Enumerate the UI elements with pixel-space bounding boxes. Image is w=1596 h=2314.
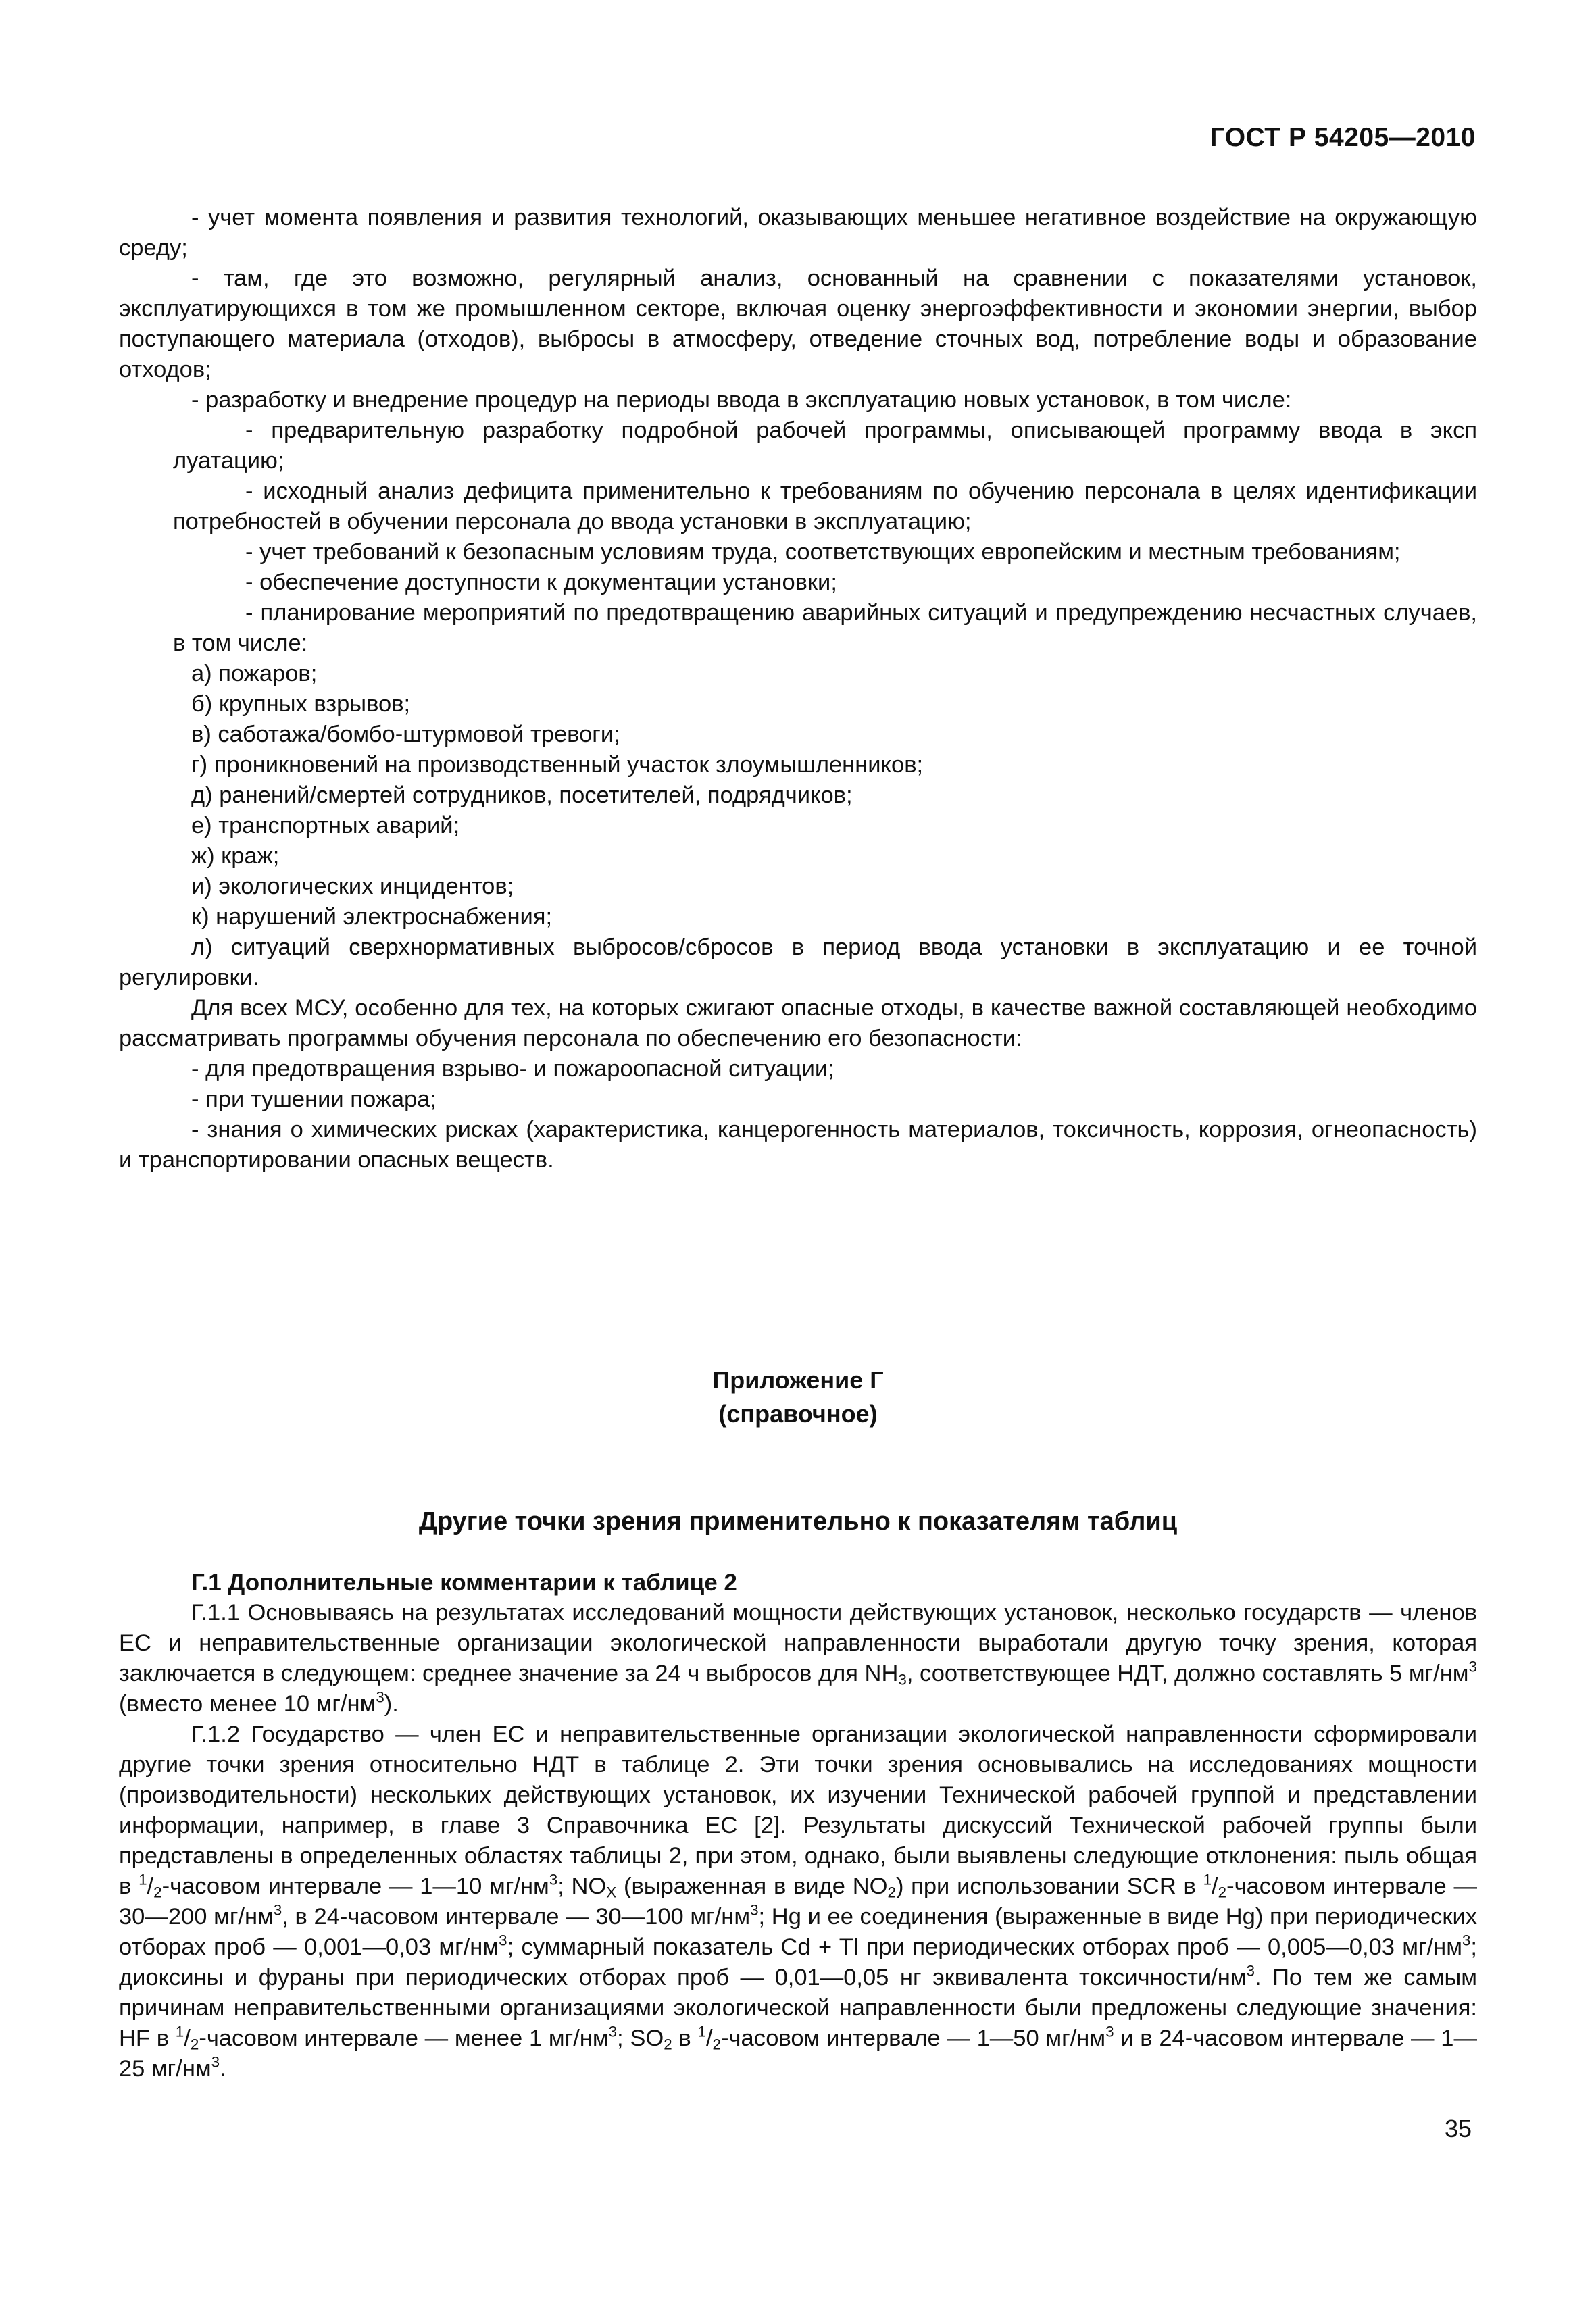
letter-item: б) крупных взрывов; bbox=[191, 691, 411, 717]
sub-list-item: - исходный анализ дефицита применительно к требованиям по обучению персонала в целях идентификации потребностей в обучении персонала до ввода установки в эксплуатацию; bbox=[173, 478, 1477, 534]
paragraph-g1-2: Г.1.2 Государство — член ЕС и неправительственные организации экологической направленности сформировали другие точки зрения относительно НДТ в таблице 2. Эти точки зрения основывались на исследованиях мощности (производительности) нескольких действующих установок, их изучении Технической рабочей группой и представлении информации, например, в главе 3 Справочника ЕС [2]. Результаты дискуссий Технической рабочей группы были представлены в определенных областях таблицы 2, при этом, однако, были выявлены следующие отклонения: пыль общая в $^1/_2$-часовом интервале — 1—10 $мг/нм^3$; $NO_X$ (выраженная в виде $NO_2$) при использовании SCR в $^1/_2$-часовом интервале — 30—200 $мг/нм^3$, в 24-часовом интервале — 30—100 $мг/нм^3$; Hg и ее соединения (выраженные в виде Hg) при периодических отборах проб — 0,001—0,03 $мг/нм^3$; суммарный показатель Cd + Tl при периодических отборах проб — 0,005—0,03 $мг/нм^3$; диоксины и фураны при периодических отборах проб — 0,01—0,05 нг эквивалента токсичности/$нм^3$. По тем же самым причинам неправительственными организациями экологической направленности были предложены следующие значения: HF в $^1/_2$-часовом интервале — менее 1 $мг/нм^3$; $SO_2$ в $^1/_2$-часовом интервале — 1—50 $мг/нм^3$ и в 24-часовом интервале — 1—25 $мг/нм^3$. bbox=[119, 1721, 1478, 2082]
list-item: - там, где это возможно, регулярный анализ, основанный на сравнении с показателями установок, эксплуатирующихся в том же промышленном секторе, включая оценку энергоэффективности и экономии энергии, выбор поступающего материала (отходов), выбросы в атмосферу, отведение сточных вод, потребление воды и образование отходов; bbox=[119, 266, 1477, 382]
list-item: - учет момента появления и развития технологий, оказывающих меньшее негативное воздействие на окружающую среду; bbox=[119, 205, 1477, 261]
letter-item: г) проникновений на производственный участок злоумышленников; bbox=[191, 752, 924, 778]
letter-item: л) ситуаций сверхнормативных выбросов/сбросов в период ввода установки в эксплуатацию и ее точной регулировки. bbox=[119, 934, 1477, 990]
sub-list-item: - предварительную разработку подробной рабочей программы, описывающей программу ввода в эксп луатацию; bbox=[173, 418, 1477, 474]
section-heading: Г.1 Дополнительные комментарии к таблице 2 bbox=[191, 1569, 737, 1596]
list-item: - для предотвращения взрыво- и пожароопасной ситуации; bbox=[191, 1056, 834, 1082]
appendix-label: Приложение Г bbox=[712, 1366, 884, 1394]
letter-item: и) экологических инцидентов; bbox=[191, 874, 514, 899]
letter-item: в) саботажа/бомбо-штурмовой тревоги; bbox=[191, 722, 620, 747]
page-number: 35 bbox=[1444, 2115, 1472, 2142]
appendix-heading bbox=[119, 1363, 1477, 1431]
sub-list-item: - обеспечение доступности к документации установки; bbox=[245, 570, 837, 595]
letter-item: ж) краж; bbox=[191, 843, 280, 869]
appendix-type: (справочное) bbox=[718, 1400, 878, 1428]
sub-list-item: - учет требований к безопасным условиям труда, соответствующих европейским и местным требованиям; bbox=[245, 539, 1401, 565]
document-header: ГОСТ Р 54205—2010 bbox=[1210, 123, 1476, 152]
list-item: - знания о химических рисках (характеристика, канцерогенность материалов, токсичность, коррозия, огнеопасность) и транспортировании опасных веществ. bbox=[119, 1117, 1477, 1173]
sub-list-item: - планирование мероприятий по предотвращению аварийных ситуаций и предупреждению несчастных случаев, в том числе: bbox=[173, 600, 1477, 656]
letter-item: е) транспортных аварий; bbox=[191, 813, 460, 838]
list-item: - при тушении пожара; bbox=[191, 1086, 437, 1112]
letter-item: к) нарушений электроснабжения; bbox=[191, 904, 553, 930]
msu-paragraph: Для всех МСУ, особенно для тех, на которых сжигают опасные отходы, в качестве важной составляющей необходимо рассматривать программы обучения персонала по обеспечению его безопасности: bbox=[119, 995, 1477, 1051]
letter-item: д) ранений/смертей сотрудников, посетителей, подрядчиков; bbox=[191, 782, 853, 808]
letter-item: а) пожаров; bbox=[191, 661, 318, 686]
requirements-block bbox=[119, 203, 1477, 1176]
appendix-title: Другие точки зрения применительно к показателям таблиц bbox=[418, 1507, 1178, 1536]
list-item: - разработку и внедрение процедур на периоды ввода в эксплуатацию новых установок, в том числе: bbox=[191, 387, 1292, 413]
section-g1 bbox=[119, 1567, 1477, 2084]
paragraph-g1-1: Г.1.1 Основываясь на результатах исследований мощности действующих установок, несколько государств — членов ЕС и неправительственные организации экологической направленности выработали другую точку зрения, которая заключается в следующем: среднее значение за 24 ч выбросов для $NH_3$, соответствующее НДТ, должно составлять 5 $мг/нм^3$ (вместо менее 10 $мг/нм^3$). bbox=[119, 1600, 1477, 1717]
